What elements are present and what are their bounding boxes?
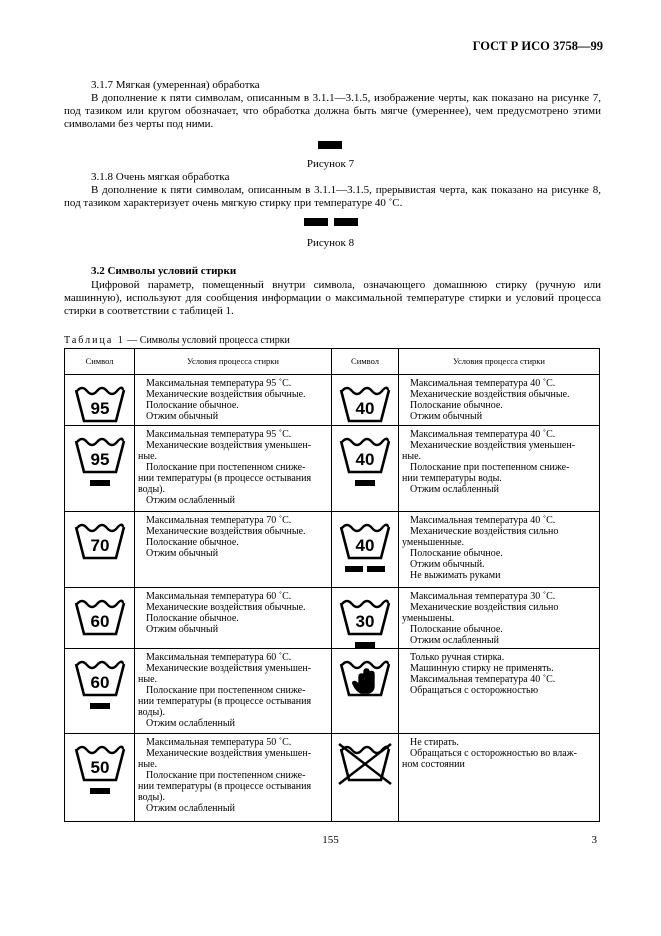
condition-line: Полоскание при постепенном сниже- [146, 770, 306, 781]
condition-line: Максимальная температура 30 ˚С. [410, 591, 556, 602]
condition-line: Максимальная температура 40 ˚С. [410, 515, 556, 526]
temperature-label: 30 [355, 612, 375, 631]
table-row [65, 649, 600, 734]
wave-line [342, 601, 388, 607]
symbol-cell [332, 649, 399, 734]
condition-line: воды). [138, 707, 166, 718]
temperature-label: 40 [355, 450, 375, 469]
wash-symbols-table [64, 348, 600, 822]
condition-line: Обращаться с осторожностью [410, 685, 539, 696]
wash-tub-icon [72, 655, 128, 717]
conditions-cell [399, 512, 600, 588]
table-row [65, 375, 600, 426]
condition-line: Механические воздействия обычные. [146, 526, 306, 537]
condition-line: Отжим обычный [146, 548, 219, 559]
condition-line: Механические воздействия сильно [410, 602, 559, 613]
condition-line: Механические воздействия уменьшен- [146, 663, 312, 674]
wash-tub-icon [72, 740, 128, 802]
page-number-right: 3 [591, 834, 597, 846]
condition-line: воды). [138, 792, 166, 803]
condition-line: Полоскание обычное. [146, 537, 239, 548]
condition-line: Полоскание при постепенном сниже- [146, 462, 306, 473]
condition-line: Полоскание обычное. [410, 400, 503, 411]
condition-line: Не стирать. [410, 737, 459, 748]
symbol-cell [332, 512, 399, 588]
conditions-cell [399, 734, 600, 822]
figure8-bar-right-icon [334, 218, 358, 226]
gentle-bar [90, 703, 110, 709]
condition-line: Отжим ослабленный [410, 635, 499, 646]
conditions-cell [399, 426, 600, 512]
symbol-cell [65, 426, 135, 512]
temperature-label: 60 [90, 673, 109, 692]
symbol-cell [65, 588, 135, 649]
page-number-center: 155 [322, 834, 339, 846]
symbol-cell [65, 375, 135, 426]
gentle-bar [355, 642, 375, 648]
condition-line: уменьшены. [402, 613, 455, 624]
table-row [65, 512, 600, 588]
conditions-cell [135, 588, 332, 649]
do-not-wash-icon [337, 740, 393, 802]
condition-line: Максимальная температура 40 ˚С. [410, 674, 556, 685]
condition-line: Полоскание обычное. [146, 613, 239, 624]
table-row [65, 426, 600, 512]
gentle-bar [90, 788, 110, 794]
condition-line: ном состоянии [402, 759, 465, 770]
wave-line [77, 388, 123, 394]
condition-line: Полоскание обычное. [410, 624, 503, 635]
condition-line: ные. [138, 451, 158, 462]
wave-line [77, 662, 123, 668]
wash-tub-icon [337, 594, 393, 656]
wave-line [77, 525, 123, 531]
document-id: ГОСТ Р ИСО 3758—99 [472, 39, 603, 53]
condition-line: нии температуры (в процессе остывания [138, 781, 312, 792]
table-row [65, 734, 600, 822]
condition-line: Только ручная стирка. [410, 652, 505, 663]
condition-line: Максимальная температура 50 ˚С. [146, 737, 292, 748]
wash-tub-icon [72, 518, 128, 580]
condition-line: Механические воздействия уменьшен- [146, 748, 312, 759]
temperature-label: 95 [90, 450, 109, 469]
condition-line: Максимальная температура 40 ˚С. [410, 429, 556, 440]
header-symbol-right: Символ [332, 349, 399, 375]
condition-line: ные. [138, 759, 158, 770]
condition-line: Обращаться с осторожностью во влаж- [410, 748, 577, 759]
wave-line [342, 662, 388, 668]
conditions-cell [135, 734, 332, 822]
figure7-bar-icon [318, 141, 342, 149]
condition-line: Отжим ослабленный [410, 484, 499, 495]
condition-line: Механические воздействия уменьшен- [410, 440, 576, 451]
wave-line [342, 439, 388, 445]
wave-line [342, 388, 388, 394]
figure8-bar-left-icon [304, 218, 328, 226]
symbol-cell [332, 588, 399, 649]
condition-line: нии температуры (в процессе остывания [138, 473, 312, 484]
symbol-cell [332, 734, 399, 822]
table-caption [64, 334, 290, 347]
header-conditions-left: Условия процесса стирки [135, 349, 332, 375]
wash-tub-icon [337, 432, 393, 494]
wave-line [77, 439, 123, 445]
condition-line: воды). [138, 484, 166, 495]
gentle-bar [90, 480, 110, 486]
symbol-cell [65, 649, 135, 734]
symbol-cell [65, 512, 135, 588]
s317-title: 3.1.7 Мягкая (умеренная) обработка [91, 79, 260, 91]
condition-line: Отжим обычный [146, 624, 219, 635]
table-row [65, 588, 600, 649]
symbol-cell [332, 375, 399, 426]
conditions-cell [135, 426, 332, 512]
hand-shape [353, 669, 374, 693]
condition-line: Механические воздействия обычные. [410, 389, 570, 400]
temperature-label: 60 [90, 612, 109, 631]
condition-line: ные. [402, 451, 422, 462]
s32-text: Цифровой параметр, помещенный внутри символа, означающего домашнюю стирку (ручную или машинную), используют для сообщения информации о максимальной температуре стирки и условий процесса стирки в соответствии с таблицей 1. [64, 279, 601, 317]
condition-line: Отжим ослабленный [146, 718, 235, 729]
s318-text: В дополнение к пяти символам, описанным в 3.1.1—3.1.5, прерывистая черта, как показано на рисунке 8, под тазиком характеризует очень мягкую стирку при температуре 40 ˚С. [64, 184, 601, 209]
s317-text: В дополнение к пяти символам, описанным в 3.1.1—3.1.5, изображение черты, как показано на рисунке 7, под тазиком или кругом обозначает, что обработка должна быть мягче (умереннее), чем предусмотрено этими символами без черты под ними. [64, 92, 601, 130]
condition-line: Полоскание обычное. [410, 548, 503, 559]
table-caption-label: Таблица 1 [64, 335, 125, 346]
symbol-cell [65, 734, 135, 822]
conditions-cell [135, 512, 332, 588]
temperature-label: 95 [90, 399, 109, 418]
conditions-cell [399, 375, 600, 426]
wave-line [77, 601, 123, 607]
wash-tub-icon [72, 432, 128, 494]
condition-line: Максимальная температура 70 ˚С. [146, 515, 292, 526]
header-symbol-left: Символ [65, 349, 135, 375]
figure7-caption: Рисунок 7 [306, 158, 355, 170]
condition-line: Механические воздействия обычные. [146, 602, 306, 613]
table-header-row [65, 349, 600, 375]
header-conditions-right: Условия процесса стирки [399, 349, 600, 375]
condition-line: уменьшенные. [402, 537, 465, 548]
condition-line: Полоскание при постепенном сниже- [410, 462, 570, 473]
hand-wash-icon [337, 655, 393, 717]
temperature-label: 70 [90, 536, 109, 555]
wash-tub-icon [337, 518, 393, 580]
gentle-bar-right [367, 566, 385, 572]
temperature-label: 40 [355, 536, 375, 555]
temperature-label: 40 [355, 399, 375, 418]
figure8-caption: Рисунок 8 [306, 237, 355, 249]
wave-line [77, 747, 123, 753]
condition-line: Не выжимать руками [410, 570, 501, 581]
condition-line: Механические воздействия обычные. [146, 389, 306, 400]
condition-line: Полоскание обычное. [146, 400, 239, 411]
condition-line: ные. [138, 674, 158, 685]
gentle-bar [355, 480, 375, 486]
symbol-cell [332, 426, 399, 512]
condition-line: нии температуры воды. [402, 473, 502, 484]
condition-line: Отжим обычный. [410, 559, 485, 570]
condition-line: Отжим обычный [410, 411, 483, 422]
s32-title: 3.2 Символы условий стирки [91, 265, 237, 277]
s318-title: 3.1.8 Очень мягкая обработка [91, 171, 230, 183]
condition-line: нии температуры (в процессе остывания [138, 696, 312, 707]
wash-tub-icon [72, 594, 128, 656]
condition-line: Максимальная температура 60 ˚С. [146, 591, 292, 602]
condition-line: Механические воздействия уменьшен- [146, 440, 312, 451]
condition-line: Отжим ослабленный [146, 495, 235, 506]
conditions-cell [399, 649, 600, 734]
gentle-bar-left [345, 566, 363, 572]
wave-line [342, 525, 388, 531]
temperature-label: 50 [90, 758, 109, 777]
condition-line: Максимальная температура 95 ˚С. [146, 378, 292, 389]
table-caption-text: — Символы условий процесса стирки [124, 335, 290, 346]
condition-line: Механические воздействия сильно [410, 526, 559, 537]
conditions-cell [135, 649, 332, 734]
condition-line: Максимальная температура 95 ˚С. [146, 429, 292, 440]
condition-line: Полоскание при постепенном сниже- [146, 685, 306, 696]
condition-line: Отжим ослабленный [146, 803, 235, 814]
condition-line: Отжим обычный [146, 411, 219, 422]
condition-line: Максимальная температура 60 ˚С. [146, 652, 292, 663]
condition-line: Машинную стирку не применять. [410, 663, 554, 674]
condition-line: Максимальная температура 40 ˚С. [410, 378, 556, 389]
conditions-cell [399, 588, 600, 649]
conditions-cell [135, 375, 332, 426]
